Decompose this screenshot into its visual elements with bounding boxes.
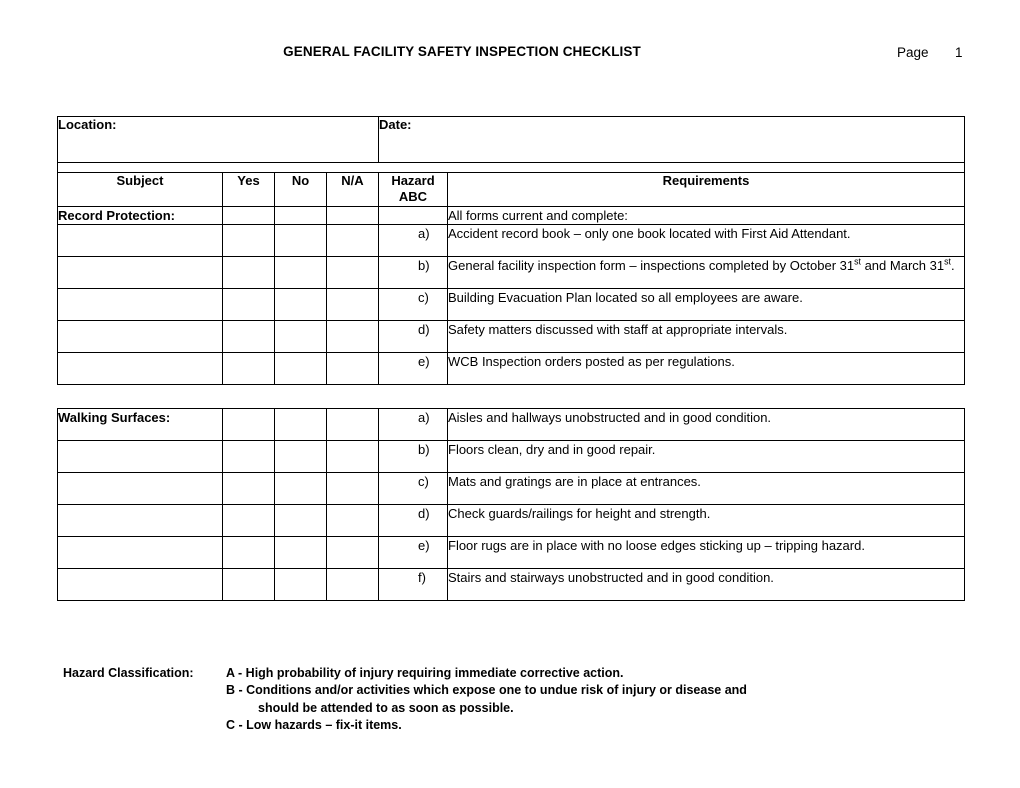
legend-line-b: B - Conditions and/or activities which expose one to undue risk of injury or disease and — [226, 683, 747, 698]
checkbox-no[interactable] — [275, 320, 327, 352]
checkbox-no[interactable] — [275, 206, 327, 224]
header-hazard — [379, 173, 448, 207]
subject-cell — [58, 320, 223, 352]
subject-cell — [58, 473, 223, 505]
checkbox-yes[interactable] — [223, 320, 275, 352]
page-label: Page — [897, 45, 929, 60]
table-row — [58, 505, 965, 537]
header-hazard-line1: Hazard — [391, 173, 435, 188]
checkbox-yes[interactable] — [223, 288, 275, 320]
item-marker: e) — [418, 538, 430, 553]
info-band-row — [58, 117, 965, 163]
subject-walking-surfaces: Walking Surfaces: — [58, 409, 223, 441]
checkbox-na[interactable] — [327, 224, 379, 256]
table-row — [58, 409, 965, 441]
requirement-item — [418, 288, 965, 320]
requirement-item — [418, 256, 965, 288]
table-row — [58, 256, 965, 288]
requirement-text: Floor rugs are in place with no loose edges sticking up – tripping hazard. — [448, 538, 865, 553]
table-row — [58, 441, 965, 473]
requirement-item — [418, 505, 965, 537]
legend-title: Hazard Classification: — [63, 666, 194, 680]
checkbox-yes[interactable] — [223, 256, 275, 288]
requirement-item — [418, 441, 965, 473]
checkbox-na[interactable] — [327, 256, 379, 288]
requirement-item — [418, 409, 965, 441]
hazard-input[interactable] — [379, 206, 448, 224]
requirement-text: Building Evacuation Plan located so all employees are aware. — [448, 289, 803, 305]
location-field[interactable] — [58, 117, 379, 163]
item-marker: e) — [418, 353, 430, 369]
record-protection-table — [57, 116, 965, 385]
item-marker: d) — [418, 321, 430, 337]
item-marker: d) — [418, 506, 430, 521]
legend-line-a: A - High probability of injury requiring immediate corrective action. — [226, 666, 624, 680]
checkbox-no[interactable] — [275, 473, 327, 505]
checkbox-no[interactable] — [275, 441, 327, 473]
header-yes: Yes — [223, 173, 275, 207]
header-subject: Subject — [58, 173, 223, 207]
checkbox-no[interactable] — [275, 256, 327, 288]
table-row — [58, 224, 965, 256]
table-row — [58, 537, 965, 569]
legend-line-b-continued: should be attended to as soon as possible. — [258, 700, 514, 715]
item-marker: b) — [418, 442, 430, 457]
header-no: No — [275, 173, 327, 207]
table-row — [58, 569, 965, 601]
page-header — [0, 44, 1020, 66]
item-marker: b) — [418, 257, 430, 273]
table-row — [58, 320, 965, 352]
item-marker: a) — [418, 410, 430, 425]
legend-body — [226, 665, 926, 734]
item-marker: a) — [418, 225, 430, 241]
requirement-item — [418, 224, 965, 256]
checkbox-na[interactable] — [327, 206, 379, 224]
checkbox-no[interactable] — [275, 569, 327, 601]
checkbox-yes[interactable] — [223, 505, 275, 537]
spacer-cell — [58, 163, 965, 173]
date-label: Date: — [379, 117, 412, 132]
checkbox-yes[interactable] — [223, 537, 275, 569]
checkbox-yes[interactable] — [223, 473, 275, 505]
checkbox-na[interactable] — [327, 441, 379, 473]
item-marker: f) — [418, 570, 426, 585]
requirement-item — [418, 473, 965, 505]
checkbox-na[interactable] — [327, 288, 379, 320]
subject-cell — [58, 441, 223, 473]
walking-surfaces-table — [57, 408, 965, 601]
subject-record-protection: Record Protection: — [58, 206, 223, 224]
subject-cell — [58, 352, 223, 384]
legend-line-c: C - Low hazards – fix-it items. — [226, 717, 402, 732]
checkbox-na[interactable] — [327, 569, 379, 601]
header-hazard-line2: ABC — [398, 189, 428, 205]
date-field[interactable] — [379, 117, 965, 163]
checkbox-yes[interactable] — [223, 441, 275, 473]
checkbox-no[interactable] — [275, 505, 327, 537]
column-header-row — [58, 173, 965, 207]
checkbox-na[interactable] — [327, 505, 379, 537]
subject-cell — [58, 224, 223, 256]
requirement-item — [418, 537, 965, 569]
page-number: 1 — [955, 45, 963, 60]
requirement-text: WCB Inspection orders posted as per regulations. — [448, 353, 735, 369]
checkbox-no[interactable] — [275, 224, 327, 256]
checkbox-na[interactable] — [327, 473, 379, 505]
requirement-text: General facility inspection form – inspections completed by October 31st and March 31st. — [448, 256, 955, 273]
requirement-text: All forms current and complete: — [448, 206, 965, 224]
checkbox-na[interactable] — [327, 409, 379, 441]
spacer-row — [58, 163, 965, 173]
subject-cell — [58, 256, 223, 288]
checkbox-yes[interactable] — [223, 224, 275, 256]
item-marker: c) — [418, 289, 429, 305]
table-row — [58, 288, 965, 320]
page-title: GENERAL FACILITY SAFETY INSPECTION CHECKLIST — [283, 44, 641, 59]
requirement-text: Aisles and hallways unobstructed and in good condition. — [448, 410, 772, 425]
requirement-text: Floors clean, dry and in good repair. — [448, 442, 656, 457]
checkbox-yes[interactable] — [223, 569, 275, 601]
requirement-text: Accident record book – only one book located with First Aid Attendant. — [448, 225, 851, 241]
subject-cell — [58, 569, 223, 601]
checkbox-na[interactable] — [327, 537, 379, 569]
subject-cell — [58, 537, 223, 569]
location-label: Location: — [58, 117, 117, 132]
requirement-text: Safety matters discussed with staff at appropriate intervals. — [448, 321, 788, 337]
requirement-item — [418, 352, 965, 384]
item-marker: c) — [418, 474, 429, 489]
checkbox-na[interactable] — [327, 320, 379, 352]
checkbox-no[interactable] — [275, 537, 327, 569]
subject-cell — [58, 288, 223, 320]
checkbox-yes[interactable] — [223, 352, 275, 384]
checkbox-no[interactable] — [275, 288, 327, 320]
table-row — [58, 473, 965, 505]
requirement-text: Check guards/railings for height and strength. — [448, 506, 711, 521]
table-row — [58, 352, 965, 384]
header-na: N/A — [327, 173, 379, 207]
checkbox-yes[interactable] — [223, 206, 275, 224]
requirement-item — [418, 320, 965, 352]
subject-cell — [58, 505, 223, 537]
checkbox-no[interactable] — [275, 409, 327, 441]
checkbox-yes[interactable] — [223, 409, 275, 441]
checkbox-no[interactable] — [275, 352, 327, 384]
requirement-text: Mats and gratings are in place at entrances. — [448, 474, 701, 489]
requirement-item — [418, 569, 965, 601]
header-requirements: Requirements — [448, 173, 965, 207]
checkbox-na[interactable] — [327, 352, 379, 384]
table-row — [58, 206, 965, 224]
requirement-text: Stairs and stairways unobstructed and in good condition. — [448, 570, 774, 585]
